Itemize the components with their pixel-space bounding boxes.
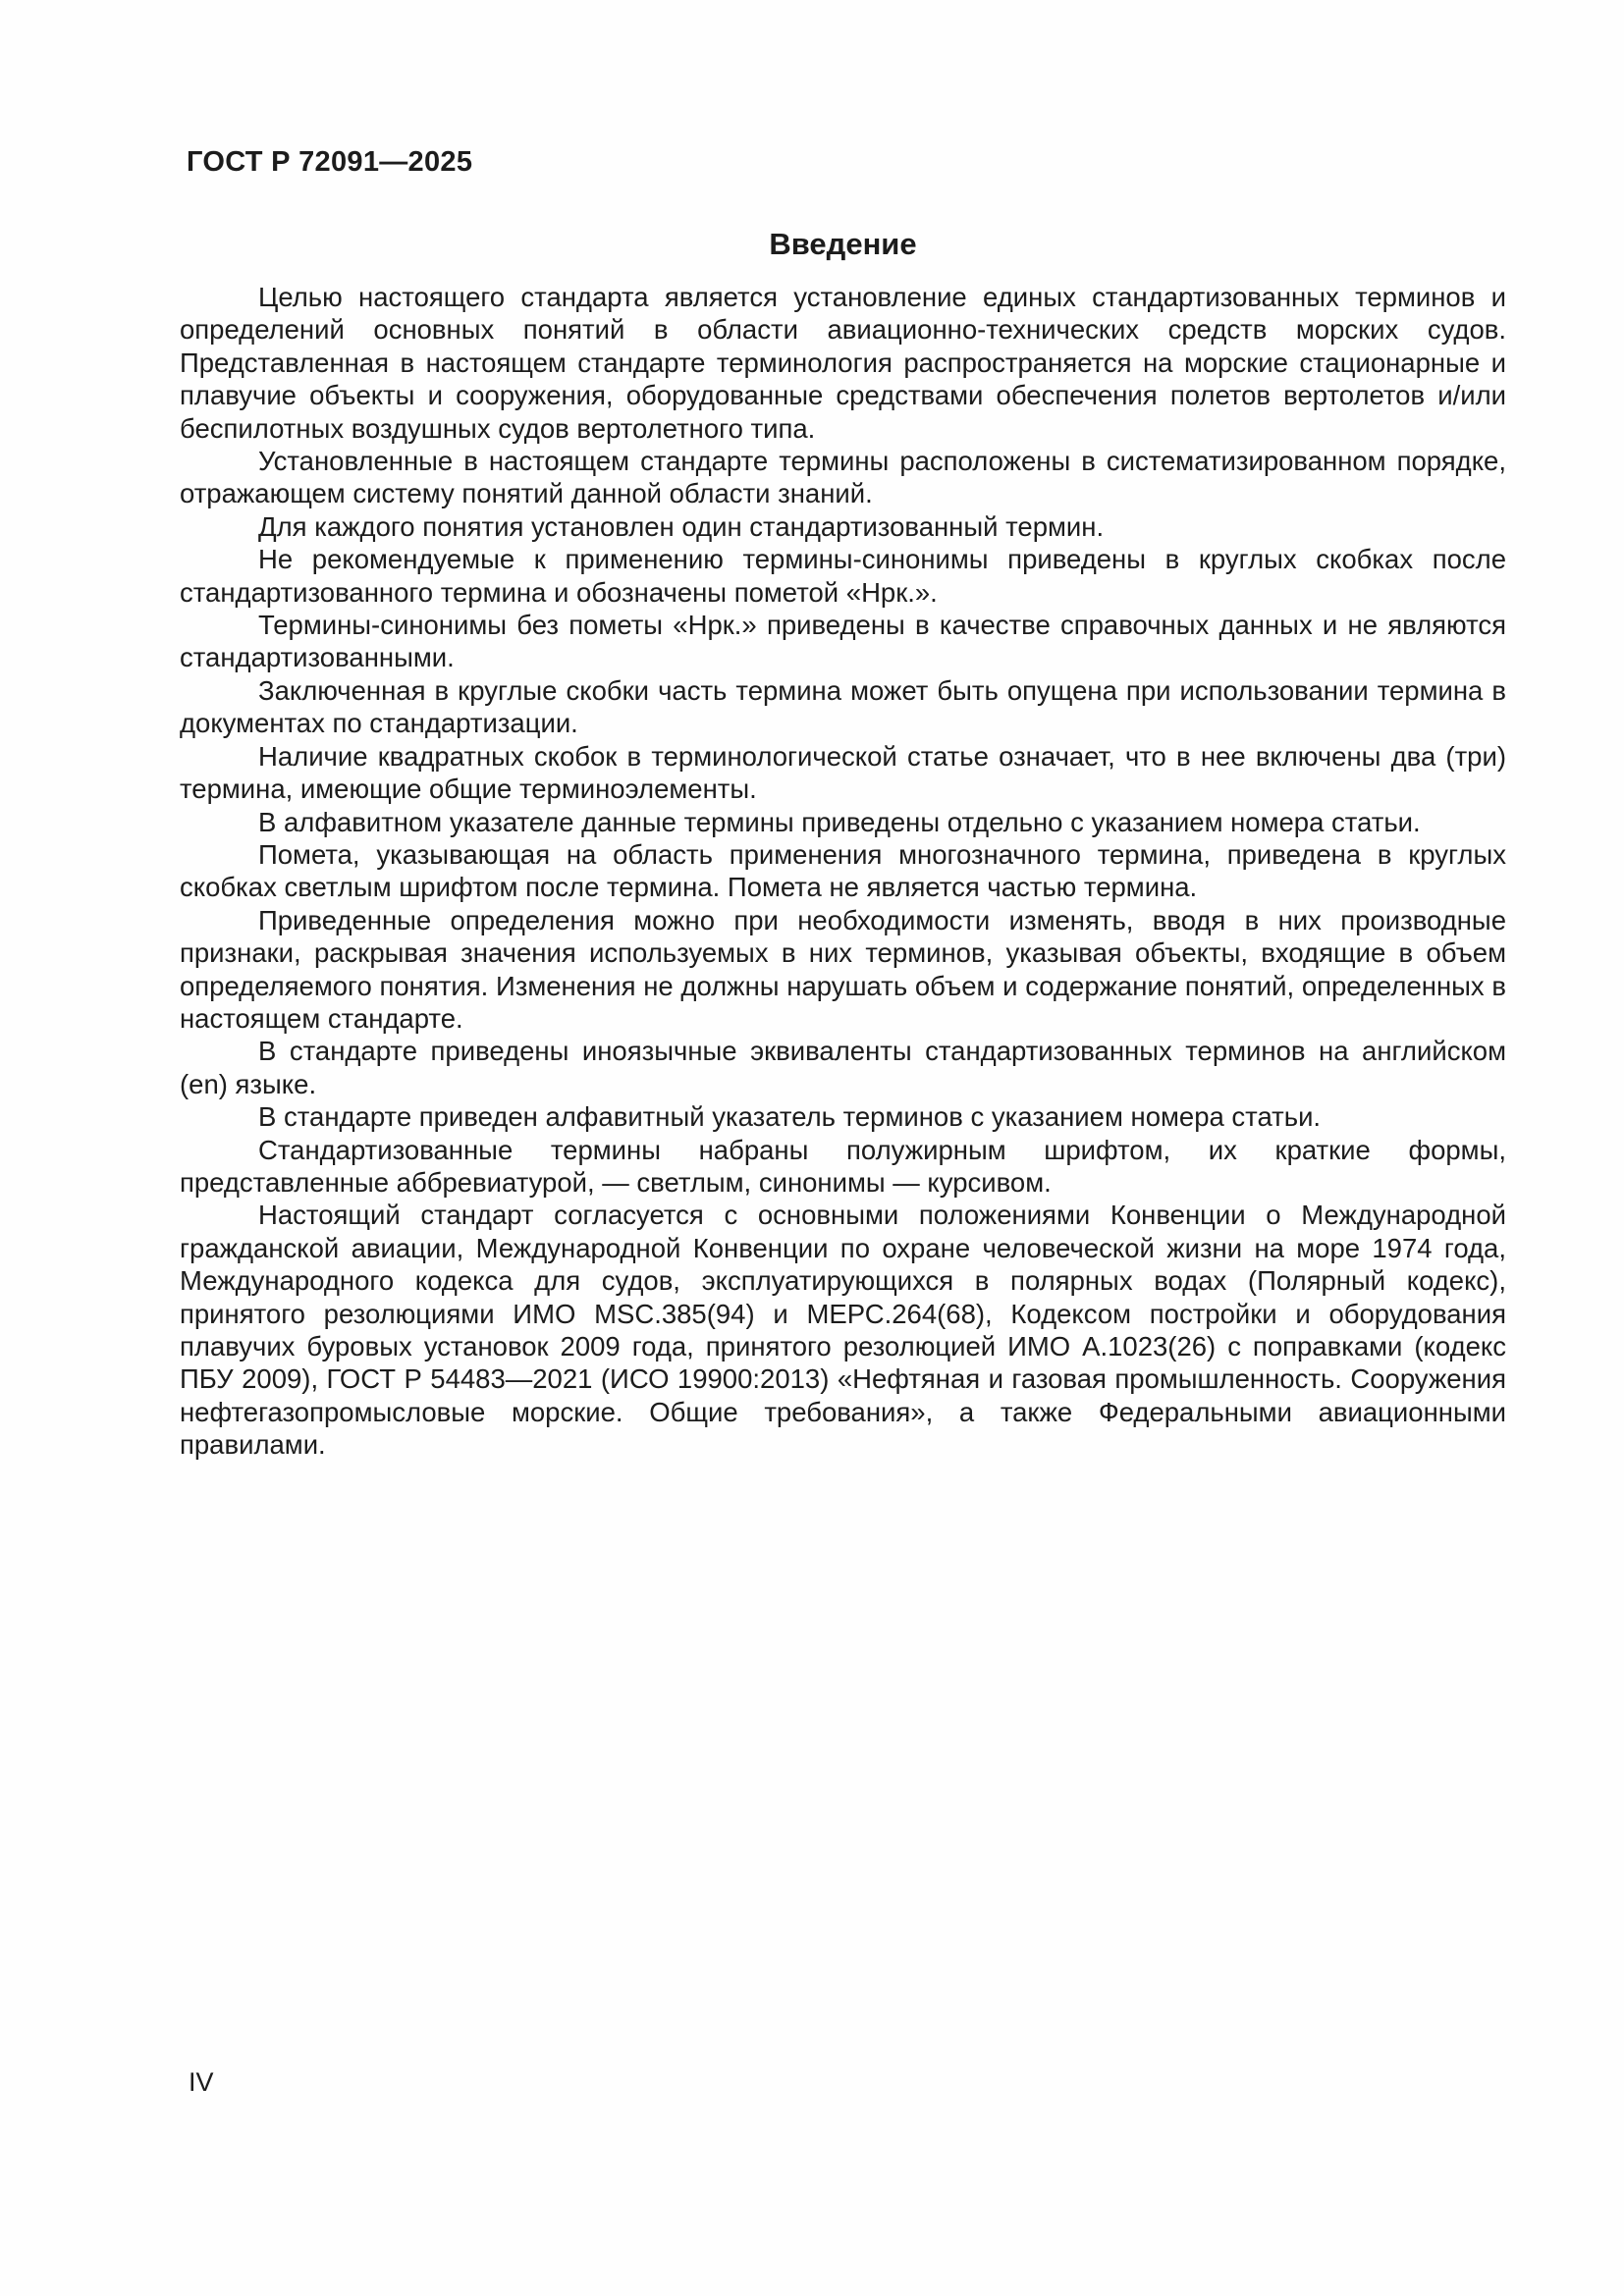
paragraph-parentheses: Заключенная в круглые скобки часть термина может быть опущена при использовании термина в документах по стандартизации.	[180, 674, 1506, 739]
paragraph-square-brackets: Наличие квадратных скобок в терминологической статье означает, что в нее включены два (три) термина, имеющие общие терминоэлементы.	[180, 740, 1506, 805]
section-title: Введение	[769, 227, 917, 261]
page-number: IV	[189, 2067, 214, 2097]
paragraph-english-equivalents: В стандарте приведены иноязычные эквиваленты стандартизованных терминов на английском (en) языке.	[180, 1036, 1506, 1099]
paragraph-purpose: Целью настоящего стандарта является установление единых стандартизованных терминов и определений основных понятий в области авиационно-технических средств морских судов. Представленная в настоящем стандарте терминология распространяется на морские стационарные и плавучие объекты и сооружения, оборудованные средствами обеспечения полетов вертолетов и/или беспилотных воздушных судов вертолетного типа.	[180, 282, 1506, 444]
paragraph-conformance: Настоящий стандарт согласуется с основными положениями Конвенции о Международной гражданской авиации, Международной Конвенции по охране человеческой жизни на море 1974 года, Международного кодекса для судов, эксплуатирующихся в полярных водах (Полярный кодекс), принятого резолюциями ИМО MSC.385(94) и МЕРС.264(68), Кодексом постройки и оборудования плавучих буровых установок 2009 года, принятого резолюцией ИМО А.1023(26) с поправками (кодекс ПБУ 2009), ГОСТ Р 54483—2021 (ИСО 19900:2013) «Нефтяная и газовая промышленность. Сооружения нефтегазопромысловые морские. Общие требования», а также Федеральными авиационными правилами.	[180, 1200, 1506, 1461]
paragraph-alphabetical-index-terms: В алфавитном указателе данные термины приведены отдельно с указанием номера статьи.	[258, 806, 1421, 837]
paragraph-definitions-modification: Приведенные определения можно при необходимости изменять, вводя в них производные признаки, раскрывая значения используемых в них терминов, указывая объекты, входящие в объем определяемого понятия. Изменения не должны нарушать объем и содержание понятий, определенных в настоящем стандарте.	[180, 904, 1506, 1034]
paragraph-term-order: Установленные в настоящем стандарте термины расположены в систематизированном порядке, отражающем систему понятий данной области знаний.	[180, 446, 1506, 509]
paragraph-single-term: Для каждого понятия установлен один стандартизованный термин.	[258, 510, 1105, 542]
paragraph-nrk-synonyms: Не рекомендуемые к применению термины-синонимы приведены в круглых скобках после стандартизованного термина и обозначены пометой «Нрк.».	[180, 544, 1506, 608]
document-number-header: ГОСТ Р 72091—2025	[187, 146, 473, 178]
document-body	[180, 281, 1506, 1462]
paragraph-scope-label: Помета, указывающая на область применения многозначного термина, приведена в круглых скобках светлым шрифтом после термина. Помета не является частью термина.	[180, 838, 1506, 903]
paragraph-typography: Стандартизованные термины набраны полужирным шрифтом, их краткие формы, представленные аббревиатурой, — светлым, синонимы — курсивом.	[180, 1134, 1506, 1198]
paragraph-alphabetical-index: В стандарте приведен алфавитный указатель терминов с указанием номера статьи.	[258, 1101, 1322, 1133]
paragraph-reference-synonyms: Термины-синонимы без пометы «Нрк.» приведены в качестве справочных данных и не являются стандартизованными.	[180, 610, 1506, 673]
